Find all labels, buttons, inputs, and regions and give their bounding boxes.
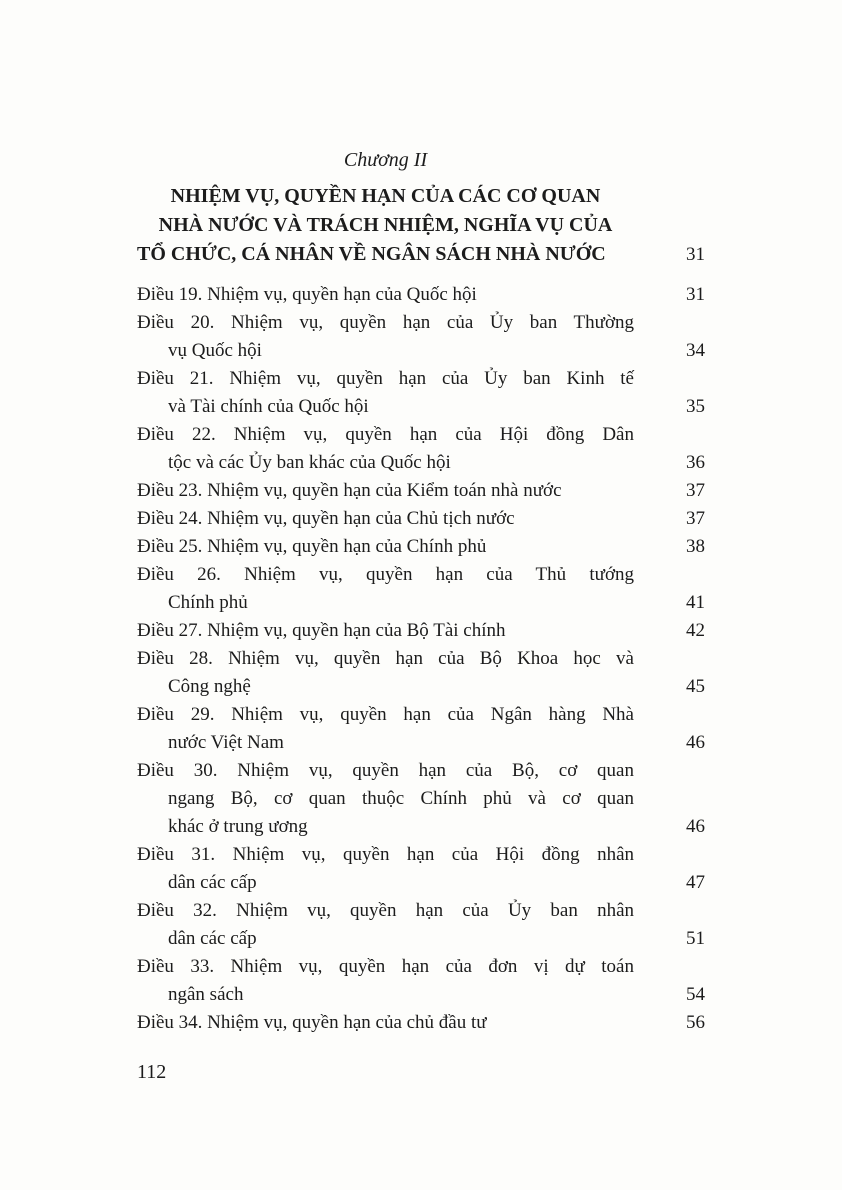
entry-page-number: 38 xyxy=(686,536,705,557)
toc-entry xyxy=(137,477,705,505)
toc-entry xyxy=(137,617,705,645)
toc-entry xyxy=(137,841,705,897)
toc-entry xyxy=(137,701,705,757)
entry-line: ngân sách xyxy=(168,984,244,1005)
toc-entry xyxy=(137,421,705,477)
entry-line: Điều 20. Nhiệm vụ, quyền hạn của Ủy ban Thường xyxy=(137,312,634,333)
entry-line: Điều 24. Nhiệm vụ, quyền hạn của Chủ tịch nước xyxy=(137,508,515,529)
entry-line: Điều 34. Nhiệm vụ, quyền hạn của chủ đầu tư xyxy=(137,1012,487,1033)
entry-line: Công nghệ xyxy=(168,676,251,697)
entry-line: Điều 22. Nhiệm vụ, quyền hạn của Hội đồng Dân xyxy=(137,424,634,445)
entry-line: Điều 27. Nhiệm vụ, quyền hạn của Bộ Tài chính xyxy=(137,620,506,641)
toc-entry xyxy=(137,365,705,421)
toc-entry xyxy=(137,561,705,617)
entry-line: Điều 29. Nhiệm vụ, quyền hạn của Ngân hàng Nhà xyxy=(137,704,634,725)
toc-entry xyxy=(137,281,705,309)
entry-page-number: 47 xyxy=(686,872,705,893)
entry-page-number: 54 xyxy=(686,984,705,1005)
toc-entry xyxy=(137,953,705,1009)
entry-page-number: 46 xyxy=(686,732,705,753)
chapter-label: Chương II xyxy=(343,149,428,171)
entry-line: dân các cấp xyxy=(168,872,257,893)
entry-line: Chính phủ xyxy=(168,592,248,613)
toc-entry xyxy=(137,309,705,365)
toc-entry xyxy=(137,505,705,533)
entry-line: Điều 31. Nhiệm vụ, quyền hạn của Hội đồng nhân xyxy=(137,844,634,865)
entry-page-number: 37 xyxy=(686,480,705,501)
entry-line: vụ Quốc hội xyxy=(168,340,262,361)
chapter-title-line: NHIỆM VỤ, QUYỀN HẠN CỦA CÁC CƠ QUAN xyxy=(170,185,601,207)
entry-page-number: 36 xyxy=(686,452,705,473)
entry-line: dân các cấp xyxy=(168,928,257,949)
entry-page-number: 35 xyxy=(686,396,705,417)
entry-page-number: 42 xyxy=(686,620,705,641)
entry-line: Điều 30. Nhiệm vụ, quyền hạn của Bộ, cơ quan xyxy=(137,760,634,781)
entry-page-number: 45 xyxy=(686,676,705,697)
toc-entry xyxy=(137,757,705,841)
chapter-title-line: NHÀ NƯỚC VÀ TRÁCH NHIỆM, NGHĨA VỤ CỦA xyxy=(158,214,613,236)
toc-entry xyxy=(137,1009,705,1037)
toc-list xyxy=(137,281,705,1037)
entry-line: Điều 33. Nhiệm vụ, quyền hạn của đơn vị dự toán xyxy=(137,956,634,977)
entry-line: Điều 21. Nhiệm vụ, quyền hạn của Ủy ban Kinh tế xyxy=(137,368,634,389)
toc-entry xyxy=(137,897,705,953)
entry-line: tộc và các Ủy ban khác của Quốc hội xyxy=(168,452,451,473)
entry-page-number: 46 xyxy=(686,816,705,837)
entry-page-number: 41 xyxy=(686,592,705,613)
toc-entry xyxy=(137,533,705,561)
entry-page-number: 31 xyxy=(686,284,705,305)
entry-line: và Tài chính của Quốc hội xyxy=(168,396,369,417)
entry-line: Điều 26. Nhiệm vụ, quyền hạn của Thủ tướng xyxy=(137,564,634,585)
entry-line: Điều 23. Nhiệm vụ, quyền hạn của Kiểm toán nhà nước xyxy=(137,480,562,501)
entry-page-number: 51 xyxy=(686,928,705,949)
toc-content xyxy=(137,146,705,1037)
chapter-title-line: TỔ CHỨC, CÁ NHÂN VỀ NGÂN SÁCH NHÀ NƯỚC xyxy=(137,243,606,265)
entry-line: Điều 19. Nhiệm vụ, quyền hạn của Quốc hội xyxy=(137,284,477,305)
entry-line: nước Việt Nam xyxy=(168,732,284,753)
entry-page-number: 34 xyxy=(686,340,705,361)
page-number-folio: 112 xyxy=(137,1061,167,1083)
entry-line: Điều 25. Nhiệm vụ, quyền hạn của Chính phủ xyxy=(137,536,487,557)
entry-line: ngang Bộ, cơ quan thuộc Chính phủ và cơ quan xyxy=(168,788,634,809)
entry-line: Điều 28. Nhiệm vụ, quyền hạn của Bộ Khoa học và xyxy=(137,648,634,669)
entry-page-number: 56 xyxy=(686,1012,705,1033)
entry-page-number: 37 xyxy=(686,508,705,529)
chapter-page-number: 31 xyxy=(686,244,705,265)
entry-line: khác ở trung ương xyxy=(168,816,308,837)
chapter-heading xyxy=(137,182,705,269)
entry-line: Điều 32. Nhiệm vụ, quyền hạn của Ủy ban nhân xyxy=(137,900,634,921)
toc-entry xyxy=(137,645,705,701)
